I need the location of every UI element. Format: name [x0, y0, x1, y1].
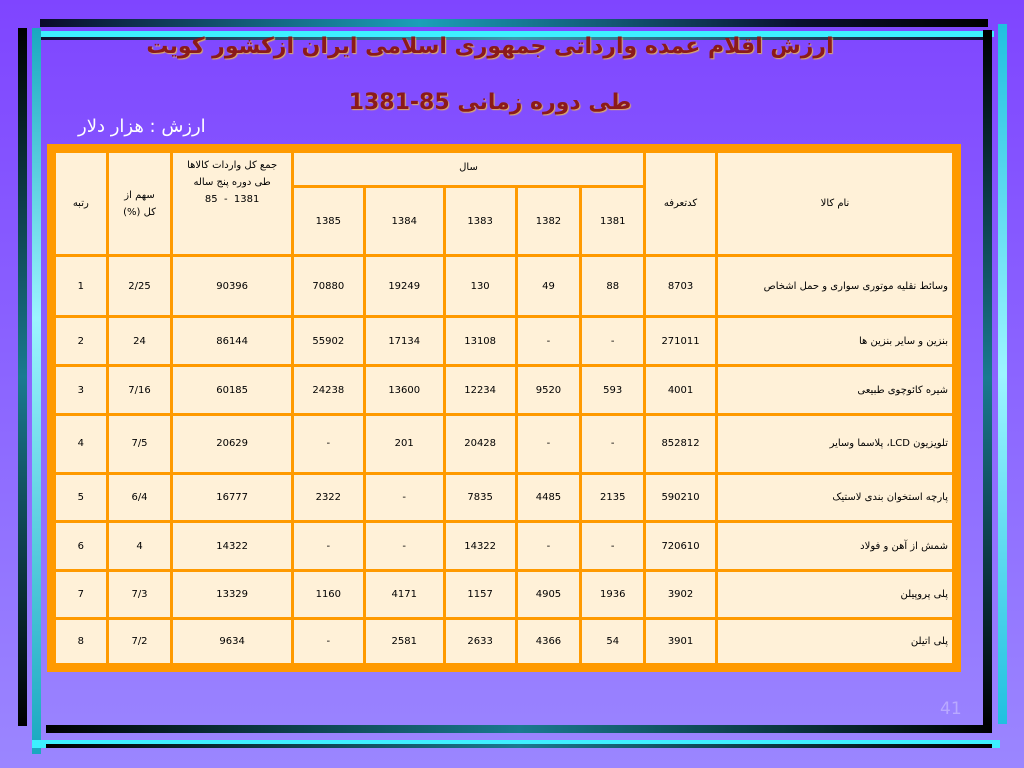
cell-1385: 1160 — [294, 572, 363, 618]
cell-total: 20629 — [173, 416, 290, 472]
header-rank: رتبه — [56, 153, 106, 254]
cell-1385: - — [294, 416, 363, 472]
header-total-line1: جمع کل واردات کالاها — [187, 160, 278, 171]
header-year-1381: 1381 — [582, 188, 643, 254]
cell-total: 9634 — [173, 620, 290, 663]
header-item: نام کالا — [718, 153, 952, 254]
frame-top-dark-bar — [40, 19, 988, 27]
table-row — [56, 318, 952, 365]
header-year-1384: 1384 — [366, 188, 443, 254]
cell-total: 60185 — [173, 367, 290, 413]
cell-1385: 55902 — [294, 318, 363, 365]
cell-1385: 2322 — [294, 475, 363, 521]
cell-1384: 13600 — [366, 367, 443, 413]
header-share — [109, 153, 171, 254]
cell-1384: 19249 — [366, 257, 443, 315]
cell-1384: 17134 — [366, 318, 443, 365]
slide-title-line1: ارزش اقلام عمده وارداتی جمهوری اسلامی ایران ازکشور کویت — [146, 34, 834, 59]
cell-rank: 5 — [56, 475, 106, 521]
cell-item-name: شیره کائوچوی طبیعی — [718, 367, 952, 413]
cell-1381: 1936 — [582, 572, 643, 618]
frame-bottom-thin-bar — [46, 744, 992, 748]
cell-rank: 4 — [56, 416, 106, 472]
cell-share: 7/2 — [109, 620, 171, 663]
cell-1383: 7835 — [446, 475, 515, 521]
cell-share: 4 — [109, 523, 171, 569]
header-year-1382: 1382 — [518, 188, 580, 254]
cell-tariff: 8703 — [646, 257, 715, 315]
table-row — [56, 416, 952, 472]
cell-1383: 130 — [446, 257, 515, 315]
page-number: 41 — [940, 699, 962, 719]
header-share-line2: کل (%) — [123, 206, 156, 218]
cell-1382: 4366 — [518, 620, 580, 663]
unit-label: ارزش : هزار دلار — [78, 116, 206, 137]
cell-share: 24 — [109, 318, 171, 365]
cell-item-name: شمش از آهن و فولاد — [718, 523, 952, 569]
cell-tariff: 590210 — [646, 475, 715, 521]
cell-1381: 593 — [582, 367, 643, 413]
cell-1381: - — [582, 416, 643, 472]
cell-1384: - — [366, 523, 443, 569]
cell-1381: 54 — [582, 620, 643, 663]
cell-1385: 70880 — [294, 257, 363, 315]
cell-1385: - — [294, 523, 363, 569]
header-total-line2: طی دوره پنج ساله — [193, 177, 271, 188]
cell-1383: 1157 — [446, 572, 515, 618]
cell-1383: 20428 — [446, 416, 515, 472]
cell-1381: 88 — [582, 257, 643, 315]
cell-rank: 6 — [56, 523, 106, 569]
table-row — [56, 620, 952, 663]
cell-total: 86144 — [173, 318, 290, 365]
cell-1383: 14322 — [446, 523, 515, 569]
cell-rank: 3 — [56, 367, 106, 413]
header-year-1383: 1383 — [446, 188, 515, 254]
cell-total: 16777 — [173, 475, 290, 521]
import-table — [53, 150, 955, 666]
frame-right-cyan-bar — [998, 24, 1007, 724]
cell-rank: 1 — [56, 257, 106, 315]
cell-1383: 12234 — [446, 367, 515, 413]
cell-1384: 2581 — [366, 620, 443, 663]
cell-rank: 7 — [56, 572, 106, 618]
table-row — [56, 475, 952, 521]
cell-tariff: 720610 — [646, 523, 715, 569]
cell-1382: 49 — [518, 257, 580, 315]
table-row — [56, 523, 952, 569]
cell-1383: 2633 — [446, 620, 515, 663]
cell-1385: - — [294, 620, 363, 663]
header-tariff: کدتعرفه — [646, 153, 715, 254]
header-year-group: سال — [294, 153, 643, 185]
cell-1381: - — [582, 523, 643, 569]
cell-total: 14322 — [173, 523, 290, 569]
cell-share: 6/4 — [109, 475, 171, 521]
slide-title-line2: طی دوره زمانی 85-1381 — [348, 90, 632, 115]
cell-1385: 24238 — [294, 367, 363, 413]
cell-item-name: پارچه استخوان بندی لاستیک — [718, 475, 952, 521]
cell-tariff: 4001 — [646, 367, 715, 413]
cell-1384: - — [366, 475, 443, 521]
cell-1382: 4485 — [518, 475, 580, 521]
cell-total: 13329 — [173, 572, 290, 618]
cell-rank: 8 — [56, 620, 106, 663]
cell-item-name: وسائط نقلیه موتوری سواری و حمل اشخاص — [718, 257, 952, 315]
frame-bottom-dark-bar — [46, 725, 992, 733]
cell-1381: 2135 — [582, 475, 643, 521]
cell-tariff: 3902 — [646, 572, 715, 618]
frame-left-cyan-bar — [32, 28, 41, 754]
header-share-line1: سهم از — [124, 189, 155, 201]
cell-item-name: پلی پروپیلن — [718, 572, 952, 618]
cell-item-name: پلی اتیلن — [718, 620, 952, 663]
header-total-line3: 85 - 1381 — [204, 194, 260, 205]
cell-1382: - — [518, 523, 580, 569]
table-row — [56, 367, 952, 413]
cell-1384: 4171 — [366, 572, 443, 618]
frame-left-dark-bar — [18, 28, 27, 726]
cell-1382: 4905 — [518, 572, 580, 618]
cell-1382: - — [518, 416, 580, 472]
cell-share: 2/25 — [109, 257, 171, 315]
frame-right-dark-bar — [983, 30, 992, 726]
cell-1382: 9520 — [518, 367, 580, 413]
import-table-frame — [47, 144, 961, 672]
cell-item-name: بنزین و سایر بنزین ها — [718, 318, 952, 365]
cell-1384: 201 — [366, 416, 443, 472]
cell-share: 7/3 — [109, 572, 171, 618]
header-year-1385: 1385 — [294, 188, 363, 254]
cell-1383: 13108 — [446, 318, 515, 365]
cell-share: 7/16 — [109, 367, 171, 413]
cell-tariff: 3901 — [646, 620, 715, 663]
table-row — [56, 257, 952, 315]
cell-tariff: 271011 — [646, 318, 715, 365]
cell-item-name: تلویزیون LCD، پلاسما وسایر — [718, 416, 952, 472]
cell-1382: - — [518, 318, 580, 365]
cell-rank: 2 — [56, 318, 106, 365]
header-total — [173, 153, 290, 254]
table-row — [56, 572, 952, 618]
cell-tariff: 852812 — [646, 416, 715, 472]
cell-share: 7/5 — [109, 416, 171, 472]
cell-1381: - — [582, 318, 643, 365]
cell-total: 90396 — [173, 257, 290, 315]
